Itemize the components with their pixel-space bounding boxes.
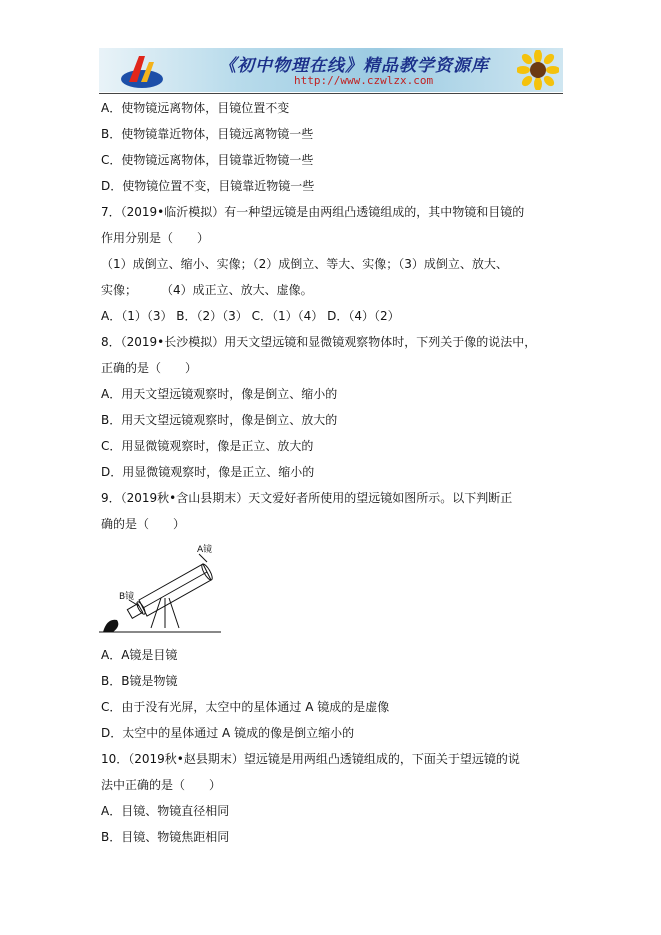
option-b-q8: B．用天文望远镜观察时，像是倒立、放大的: [101, 413, 338, 427]
question-10-stem: 10．（2019秋•赵县期末）望远镜是用两组凸透镜组成的，下面关于望远镜的说: [101, 752, 520, 766]
option-b-q6: B．使物镜靠近物体，目镜远离物镜一些: [101, 127, 314, 141]
question-8-stem-cont: 正确的是（ ）: [101, 361, 198, 375]
question-7-stem: 7．（2019•临沂模拟）有一种望远镜是由两组凸透镜组成的，其中物镜和目镜的: [101, 205, 525, 219]
question-8-stem: 8．（2019•长沙模拟）用天文望远镜和显微镜观察物体时，下列关于像的说法中，: [101, 335, 537, 349]
option-a-q9: A．A镜是目镜: [101, 648, 178, 662]
label-lens-b: B镜: [119, 592, 135, 602]
option-a-q8: A．用天文望远镜观察时，像是倒立、缩小的: [101, 387, 338, 401]
option-a-q10: A．目镜、物镜直径相同: [101, 804, 230, 818]
question-10-stem-cont: 法中正确的是（ ）: [101, 778, 222, 792]
option-a-q6: A．使物镜远离物体，目镜位置不变: [101, 101, 290, 115]
option-d-q6: D．使物镜位置不变，目镜靠近物镜一些: [101, 179, 315, 193]
question-9-stem-cont: 确的是（ ）: [101, 517, 186, 531]
option-b-q10: B．目镜、物镜焦距相同: [101, 830, 230, 844]
label-lens-a: A镜: [197, 545, 213, 555]
observer-icon: [103, 620, 118, 632]
option-c-q6: C．使物镜远离物体，目镜靠近物镜一些: [101, 153, 314, 167]
option-b-q9: B．B镜是物镜: [101, 674, 178, 688]
tripod-leg-right: [169, 598, 179, 628]
question-7-stem-cont: 作用分别是（ ）: [101, 231, 210, 245]
question-9-stem: 9．（2019秋•含山县期末）天文爱好者所使用的望远镜如图所示。以下判断正: [101, 491, 513, 505]
header-rule: [99, 93, 563, 94]
question-7-items-cont: 实像； （4）成正立、放大、虚像。: [101, 283, 313, 297]
option-c-q9: C．由于没有光屏，太空中的星体通过 A 镜成的是虚像: [101, 700, 390, 714]
site-logo-icon: [119, 52, 165, 90]
banner-title: 《初中物理在线》精品教学资源库: [219, 56, 489, 76]
banner-url: http://www.czwlzx.com: [294, 74, 434, 87]
header-banner: [99, 48, 563, 92]
question-7-options: A．（1）（3） B．（2）（3） C．（1）（4） D．（4）（2）: [101, 309, 400, 323]
lens-a-pointer: [199, 554, 207, 562]
telescope-figure: [99, 540, 223, 634]
option-d-q8: D．用显微镜观察时，像是正立、缩小的: [101, 465, 315, 479]
question-7-items: （1）成倒立、缩小、实像；（2）成倒立、等大、实像；（3）成倒立、放大、: [101, 257, 508, 271]
option-d-q9: D．太空中的星体通过 A 镜成的像是倒立缩小的: [101, 726, 355, 740]
option-c-q8: C．用显微镜观察时，像是正立、放大的: [101, 439, 314, 453]
sunflower-icon: [517, 50, 559, 90]
